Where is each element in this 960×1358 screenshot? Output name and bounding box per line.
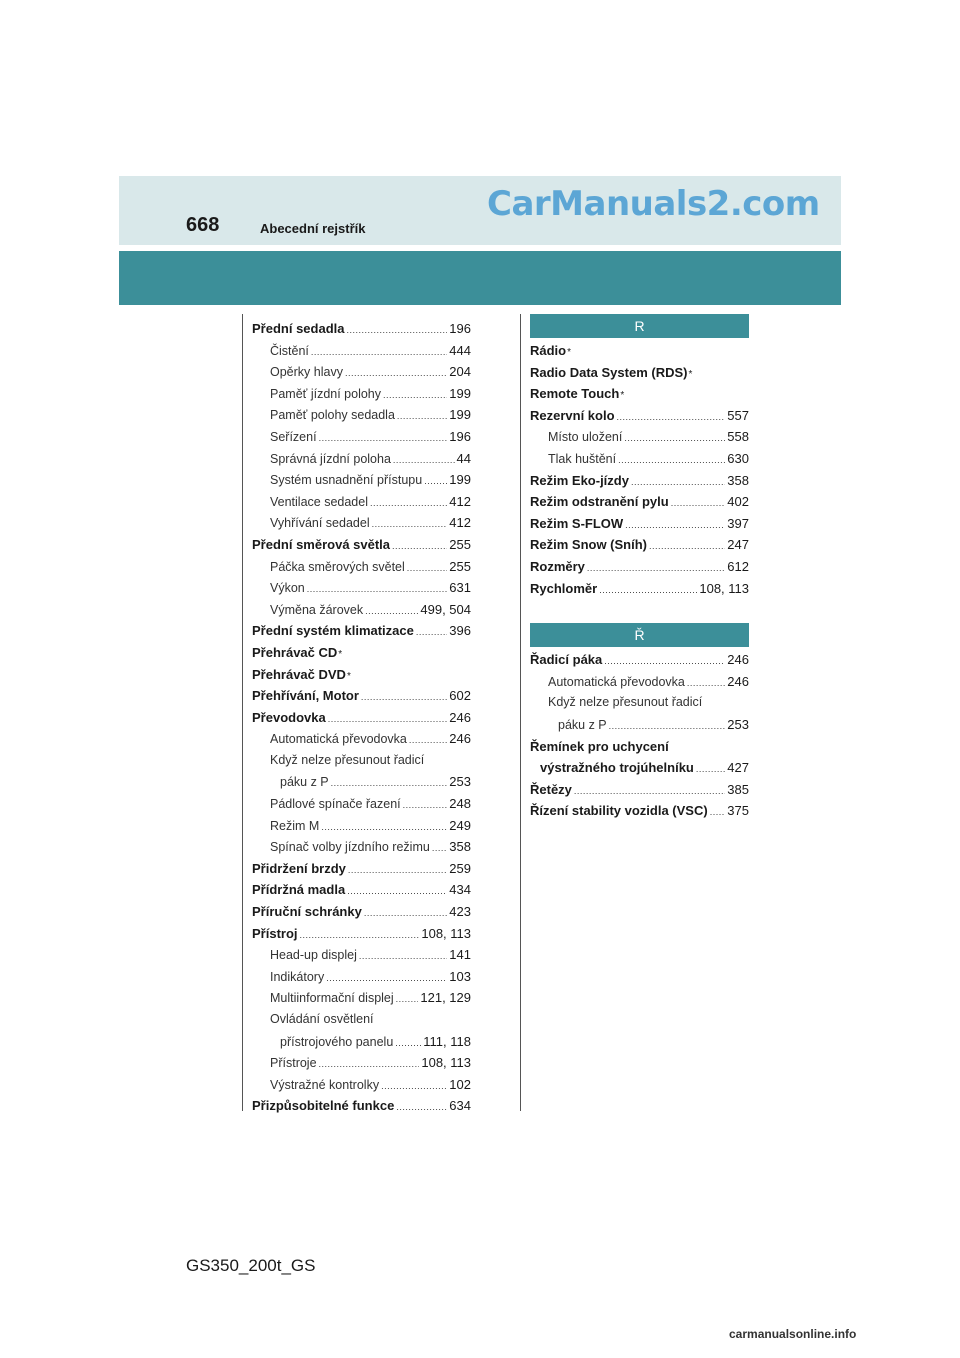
dot-leader bbox=[347, 879, 447, 903]
entry-page-number: 248 bbox=[449, 796, 471, 812]
index-entry[interactable] bbox=[530, 448, 749, 470]
index-entry[interactable] bbox=[252, 1031, 471, 1053]
entry-page-number: 111, 118 bbox=[423, 1033, 471, 1049]
entry-page-number: 255 bbox=[449, 558, 471, 574]
index-entry[interactable] bbox=[252, 793, 471, 815]
entry-label: Přední směrová světla bbox=[252, 536, 391, 552]
dot-leader bbox=[696, 757, 725, 781]
page-number: 668 bbox=[186, 214, 220, 236]
entry-page-number: 375 bbox=[727, 803, 749, 819]
index-entry[interactable] bbox=[252, 987, 471, 1009]
index-entry[interactable]: Remote Touch * bbox=[530, 383, 749, 405]
entry-label: výstražného trojúhelníku bbox=[540, 760, 694, 776]
index-entry[interactable] bbox=[530, 649, 749, 671]
index-entry[interactable] bbox=[530, 671, 749, 693]
index-entry[interactable] bbox=[252, 707, 471, 729]
dot-leader bbox=[609, 714, 726, 738]
dot-leader bbox=[321, 815, 447, 839]
entry-page-number: 259 bbox=[449, 860, 471, 876]
index-entry[interactable] bbox=[252, 1074, 471, 1096]
index-entry[interactable] bbox=[252, 383, 471, 405]
entry-page-number: 558 bbox=[727, 429, 749, 445]
entry-label: Výkon bbox=[270, 581, 305, 596]
entry-page-number: 196 bbox=[449, 428, 471, 444]
entry-label: Režim Snow (Sníh) bbox=[530, 537, 647, 553]
index-entry[interactable] bbox=[530, 491, 749, 513]
dot-leader bbox=[618, 448, 725, 472]
index-entry[interactable] bbox=[252, 469, 471, 491]
entry-page-number: 246 bbox=[449, 731, 471, 747]
index-entry[interactable] bbox=[530, 470, 749, 492]
entry-label: Head-up displej bbox=[270, 948, 357, 963]
entry-label: Rezervní kolo bbox=[530, 407, 615, 423]
entry-label: Místo uložení bbox=[548, 430, 623, 445]
entry-label: Když nelze přesunout řadicí bbox=[548, 695, 703, 710]
entry-label: Přístroje bbox=[270, 1056, 317, 1071]
dot-leader bbox=[671, 491, 726, 515]
index-entry[interactable] bbox=[252, 944, 471, 966]
entry-label: Rádio bbox=[530, 343, 567, 358]
entry-label: Tlak huštění bbox=[548, 451, 617, 466]
index-entry[interactable] bbox=[252, 340, 471, 362]
entry-page-number: 423 bbox=[449, 904, 471, 920]
entry-page-number: 631 bbox=[449, 580, 471, 596]
entry-page-number: 385 bbox=[727, 781, 749, 797]
index-entry[interactable] bbox=[530, 714, 749, 736]
dot-leader bbox=[392, 534, 447, 558]
entry-page-number: 557 bbox=[727, 407, 749, 423]
entry-label: Multiinformační displej bbox=[270, 991, 394, 1006]
dot-leader bbox=[587, 556, 725, 580]
entry-page-number: 253 bbox=[727, 716, 749, 732]
entry-label: Páčka směrových světel bbox=[270, 559, 405, 574]
entry-label: Převodovka bbox=[252, 709, 326, 725]
dot-leader bbox=[403, 793, 448, 817]
entry-label: páku z P bbox=[558, 717, 607, 732]
dot-leader bbox=[687, 671, 725, 695]
entry-page-number: 397 bbox=[727, 515, 749, 531]
index-entry[interactable] bbox=[530, 578, 749, 600]
model-code: GS350_200t_GS bbox=[186, 1256, 316, 1275]
dot-leader bbox=[319, 1052, 420, 1076]
entry-label: Přehrávač DVD bbox=[252, 666, 346, 682]
index-entry[interactable] bbox=[252, 318, 471, 340]
entry-page-number: 612 bbox=[727, 558, 749, 574]
index-entry[interactable] bbox=[252, 901, 471, 923]
dot-leader bbox=[409, 728, 447, 752]
dot-leader bbox=[383, 383, 447, 407]
entry-label: Přístroj bbox=[252, 925, 298, 941]
dot-leader bbox=[311, 340, 447, 364]
entry-page-number: 255 bbox=[449, 536, 471, 552]
dot-leader bbox=[346, 318, 447, 342]
index-entry[interactable] bbox=[252, 620, 471, 642]
entry-label: Paměť jízdní polohy bbox=[270, 386, 381, 401]
index-entry[interactable] bbox=[530, 405, 749, 427]
index-entry[interactable] bbox=[252, 556, 471, 578]
index-entry[interactable] bbox=[252, 599, 471, 621]
entry-label: Přehřívání, Motor bbox=[252, 688, 359, 704]
index-entry[interactable] bbox=[530, 556, 749, 578]
entry-label: Řemínek pro uchycení bbox=[530, 738, 669, 754]
entry-label: Režim odstranění pylu bbox=[530, 494, 669, 510]
entry-label: Indikátory bbox=[270, 969, 325, 984]
entry-page-number: 402 bbox=[727, 494, 749, 510]
entry-label: Seřízení bbox=[270, 429, 317, 444]
entry-label: Spínač volby jízdního režimu bbox=[270, 840, 430, 855]
index-entry[interactable] bbox=[252, 491, 471, 513]
entry-page-number: 199 bbox=[449, 385, 471, 401]
dot-leader bbox=[574, 779, 725, 803]
index-entry[interactable] bbox=[252, 448, 471, 470]
dot-leader bbox=[396, 987, 419, 1011]
index-entry[interactable] bbox=[530, 779, 749, 801]
entry-page-number: 108, 113 bbox=[421, 925, 471, 941]
dot-leader bbox=[416, 620, 447, 644]
dot-leader bbox=[625, 513, 725, 537]
dot-leader bbox=[710, 800, 726, 824]
entry-label: Čistění bbox=[270, 343, 309, 358]
entry-label: Paměť polohy sedadla bbox=[270, 408, 395, 423]
entry-page-number: 204 bbox=[449, 364, 471, 380]
dot-leader bbox=[432, 836, 447, 860]
dot-leader bbox=[407, 556, 448, 580]
dot-leader bbox=[319, 426, 448, 450]
entry-page-number: 249 bbox=[449, 817, 471, 833]
column-rule-left bbox=[242, 314, 243, 1111]
index-entry[interactable] bbox=[530, 692, 749, 714]
entry-label: Režim Eko-jízdy bbox=[530, 472, 629, 488]
entry-page-number: 602 bbox=[449, 688, 471, 704]
index-entry[interactable] bbox=[252, 923, 471, 945]
entry-page-number: 412 bbox=[449, 493, 471, 509]
index-entry[interactable]: Rádio * bbox=[530, 340, 749, 362]
entry-label: Remote Touch bbox=[530, 386, 620, 402]
entry-label: Opěrky hlavy bbox=[270, 365, 343, 380]
dot-leader bbox=[365, 599, 418, 623]
entry-label: Automatická převodovka bbox=[548, 674, 685, 689]
dot-leader bbox=[370, 491, 447, 515]
index-entry[interactable] bbox=[530, 513, 749, 535]
letter-heading-rr: Ř bbox=[530, 623, 749, 647]
entry-label: Automatická převodovka bbox=[270, 732, 407, 747]
entry-page-number: 141 bbox=[449, 947, 471, 963]
dot-leader bbox=[361, 685, 447, 709]
entry-label: Přehrávač CD bbox=[252, 644, 338, 660]
dot-leader bbox=[331, 771, 448, 795]
entry-page-number: 396 bbox=[449, 623, 471, 639]
entry-page-number: 358 bbox=[727, 472, 749, 488]
index-entry[interactable] bbox=[252, 858, 471, 880]
entry-page-number: 246 bbox=[449, 709, 471, 725]
index-entry[interactable] bbox=[252, 512, 471, 534]
entry-page-number: 630 bbox=[727, 450, 749, 466]
entry-page-number: 444 bbox=[449, 342, 471, 358]
dot-leader bbox=[300, 923, 420, 947]
entry-label: Systém usnadnění přístupu bbox=[270, 473, 423, 488]
entry-label: Výměna žárovek bbox=[270, 602, 364, 617]
dot-leader bbox=[345, 361, 447, 385]
entry-page-number: 253 bbox=[449, 774, 471, 790]
entry-page-number: 434 bbox=[449, 882, 471, 898]
section-rr-entries bbox=[530, 649, 749, 822]
entry-label: Řízení stability vozidla (VSC) bbox=[530, 803, 708, 819]
entry-page-number: 634 bbox=[449, 1098, 471, 1114]
index-entry[interactable] bbox=[530, 534, 749, 556]
index-entry[interactable]: Přehrávač CD * bbox=[252, 642, 471, 664]
dot-leader bbox=[326, 966, 447, 990]
entry-page-number: 199 bbox=[449, 472, 471, 488]
dot-leader bbox=[631, 470, 725, 494]
entry-label: přístrojového panelu bbox=[280, 1034, 394, 1049]
letter-heading-r: R bbox=[530, 314, 749, 338]
entry-page-number: 108, 113 bbox=[699, 580, 749, 596]
index-entry[interactable] bbox=[252, 361, 471, 383]
entry-page-number: 108, 113 bbox=[421, 1055, 471, 1071]
entry-label: Řadicí páka bbox=[530, 652, 603, 668]
index-column-left bbox=[252, 318, 471, 1117]
entry-label: Přídržná madla bbox=[252, 882, 346, 898]
index-entry[interactable] bbox=[252, 728, 471, 750]
index-entry[interactable] bbox=[252, 750, 471, 772]
index-entry[interactable] bbox=[252, 771, 471, 793]
entry-page-number: 103 bbox=[449, 968, 471, 984]
site-logo[interactable]: carmanualsonline.info bbox=[729, 1327, 857, 1341]
entry-page-number: 247 bbox=[727, 537, 749, 553]
index-entry[interactable] bbox=[252, 966, 471, 988]
entry-label: Správná jízdní poloha bbox=[270, 451, 391, 466]
dot-leader bbox=[617, 405, 726, 429]
entry-label: Radio Data System (RDS) bbox=[530, 364, 688, 380]
entry-page-number: 246 bbox=[727, 652, 749, 668]
dot-leader bbox=[395, 1031, 421, 1055]
index-entry[interactable] bbox=[252, 879, 471, 901]
index-entry[interactable] bbox=[252, 836, 471, 858]
index-entry[interactable] bbox=[252, 815, 471, 837]
dot-leader bbox=[348, 858, 447, 882]
index-entry[interactable] bbox=[530, 757, 749, 779]
entry-page-number: 102 bbox=[449, 1076, 471, 1092]
index-entry[interactable] bbox=[530, 736, 749, 758]
entry-page-number: 358 bbox=[449, 839, 471, 855]
index-column-right bbox=[530, 318, 749, 822]
entry-page-number: 412 bbox=[449, 515, 471, 531]
entry-label: Ventilace sedadel bbox=[270, 494, 368, 509]
dot-leader bbox=[307, 577, 448, 601]
entry-page-number: 427 bbox=[727, 760, 749, 776]
index-entry[interactable] bbox=[252, 404, 471, 426]
title-band bbox=[119, 251, 841, 305]
index-entry[interactable] bbox=[252, 1095, 471, 1117]
entry-label: Rychloměr bbox=[530, 580, 598, 596]
entry-label: Řetězy bbox=[530, 781, 572, 797]
dot-leader bbox=[364, 901, 447, 925]
index-entry[interactable] bbox=[530, 800, 749, 822]
index-entry[interactable] bbox=[252, 534, 471, 556]
entry-label: Rozměry bbox=[530, 558, 585, 574]
section-title: Abecední rejstřík bbox=[260, 221, 366, 236]
dot-leader bbox=[624, 426, 725, 450]
entry-page-number: 121, 129 bbox=[420, 990, 471, 1006]
entry-label: Režim M bbox=[270, 818, 320, 833]
index-entry[interactable]: Přehrávač DVD * bbox=[252, 664, 471, 686]
entry-page-number: 44 bbox=[456, 450, 471, 466]
entry-page-number: 499, 504 bbox=[420, 601, 471, 617]
dot-leader bbox=[396, 1095, 447, 1119]
dot-leader bbox=[359, 944, 447, 968]
entry-label: Ovládání osvětlení bbox=[270, 1012, 374, 1026]
entry-page-number: 246 bbox=[727, 673, 749, 689]
section-r-entries bbox=[530, 340, 749, 599]
entry-label: Přední sedadla bbox=[252, 321, 345, 336]
dot-leader bbox=[397, 404, 447, 428]
index-entry[interactable] bbox=[252, 426, 471, 448]
dot-leader bbox=[372, 512, 448, 536]
column-rule-right bbox=[520, 314, 521, 1111]
dot-leader bbox=[328, 707, 448, 731]
entry-label: páku z P bbox=[280, 775, 329, 790]
index-entry[interactable] bbox=[252, 1052, 471, 1074]
entry-label: Pádlové spínače řazení bbox=[270, 797, 401, 812]
entry-label: Přizpůsobitelné funkce bbox=[252, 1098, 395, 1114]
index-entry[interactable] bbox=[530, 426, 749, 448]
dot-leader bbox=[604, 649, 725, 673]
entry-page-number: 196 bbox=[449, 321, 471, 336]
dot-leader bbox=[424, 469, 447, 493]
entry-label: Přední systém klimatizace bbox=[252, 623, 414, 639]
dot-leader bbox=[649, 534, 725, 558]
entry-page-number: 199 bbox=[449, 407, 471, 423]
entry-label: Režim S-FLOW bbox=[530, 515, 624, 531]
dot-leader bbox=[381, 1074, 447, 1098]
entry-label: Vyhřívání sedadel bbox=[270, 516, 370, 531]
index-entry[interactable] bbox=[252, 1009, 471, 1031]
entry-label: Přidržení brzdy bbox=[252, 860, 346, 876]
dot-leader bbox=[599, 578, 697, 602]
watermark-logo[interactable]: CarManuals2.com bbox=[487, 184, 820, 224]
entry-label: Když nelze přesunout řadicí bbox=[270, 752, 425, 767]
entry-label: Příruční schránky bbox=[252, 904, 362, 920]
index-entry[interactable] bbox=[252, 577, 471, 599]
dot-leader bbox=[393, 448, 455, 472]
index-entry[interactable] bbox=[252, 685, 471, 707]
index-entry[interactable]: Radio Data System (RDS) * bbox=[530, 362, 749, 384]
entry-label: Výstražné kontrolky bbox=[270, 1077, 380, 1092]
